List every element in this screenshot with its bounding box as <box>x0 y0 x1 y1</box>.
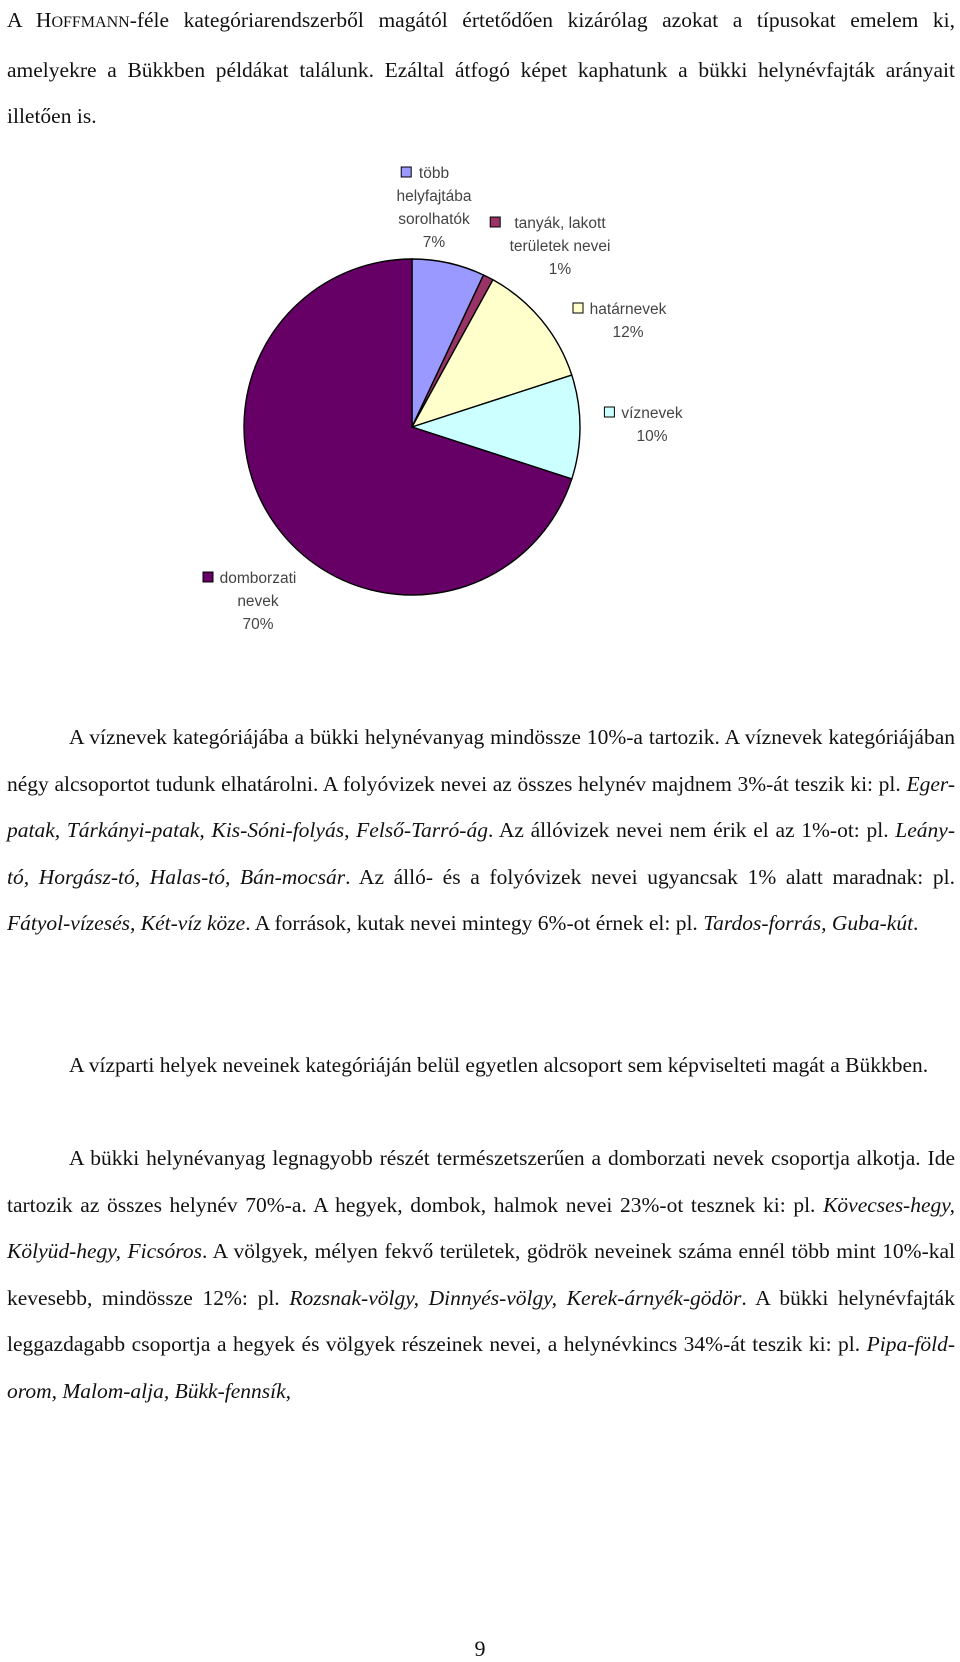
waterside-paragraph: A vízparti helyek neveinek kategóriáján belül egyetlen alcsoport sem képviselteti magát a Bükkben. <box>69 1053 929 1077</box>
example-names: Fátyol-vízesés, Két-víz köze <box>7 911 246 935</box>
slice-category-label: tanyák, lakott <box>514 215 606 232</box>
slice-percent-label: 70% <box>242 616 274 633</box>
legend-key <box>573 303 583 313</box>
water-names-paragraph: A víznevek kategóriájába a bükki helynévanyag mindössze 10%-a tartozik. A víznevek kategóriájában négy alcsoportot tudunk elhatárolni. A folyóvizek nevei az összes helynév majdnem 3%-át teszik ki: pl. Eger-patak, Tárkányi-patak, Kis-Sóni-folyás, Felső-Tarró-ág. Az állóvizek nevei nem érik el az 1%-ot: pl. Leány-tó, Horgász-tó, Halas-tó, Bán-mocsár. Az álló- és a folyóvizek nevei ugyancsak 1% alatt maradnak: pl. Fátyol-vízesés, Két-víz köze. A források, kutak nevei mintegy 6%-ot érnek el: pl. Tardos-forrás, Guba-kút. <box>7 725 955 935</box>
pie-chart <box>0 150 960 680</box>
page-number: 9 <box>474 1636 486 1661</box>
legend-key <box>401 167 411 177</box>
slice-label <box>604 405 682 445</box>
relief-names-paragraph: A bükki helynévanyag legnagyobb részét természetszerűen a domborzati nevek csoportja alkotja. Ide tartozik az összes helynév 70%-a. A hegyek, dombok, halmok nevei 23%-ot tesznek ki: pl. Kövecses-hegy, Kölyüd-hegy, Ficsóros. A völgyek, mélyen fekvő területek, gödrök neveinek száma ennél több mint 10%-kal kevesebb, mindössze 12%: pl. Rozsnak-völgy, Dinnyés-völgy, Kerek-árnyék-gödör. A bükki helynévfajták leggazdagabb csoportja a hegyek és völgyek részeinek nevei, a helynévkincs 34%-át teszik ki: pl. Pipa-föld-orom, Malom-alja, Bükk-fennsík, <box>7 1146 955 1403</box>
author-name-smallcaps: OFFMANN <box>51 14 130 31</box>
slice-label <box>573 301 667 341</box>
slice-category-label: domborzati <box>219 570 297 587</box>
legend-key <box>203 572 213 582</box>
slice-category-label: sorolhatók <box>398 211 470 228</box>
slice-label <box>397 165 472 251</box>
example-names: Tardos-forrás, Guba-kút <box>703 911 914 935</box>
legend-key <box>604 407 614 417</box>
slice-percent-label: 12% <box>612 324 644 341</box>
slice-label <box>203 570 296 633</box>
slice-category-label: több <box>418 165 450 182</box>
slice-label <box>490 215 610 278</box>
example-names: Rozsnak-völgy, Dinnyés-völgy, Kerek-árnyék-gödör <box>289 1285 742 1310</box>
example-names: Eger-patak, Tárkányi-patak, Kis-Sóni-folyás, Felső-Tarró-ág <box>7 771 955 842</box>
example-names: Leány-tó, Horgász-tó, Halas-tó, Bán-mocsár <box>7 818 955 889</box>
example-names: Pipa-föld-orom, Malom-alja, Bükk-fennsík, <box>7 1332 955 1403</box>
example-names: Kövecses-hegy, Kölyüd-hegy, Ficsóros <box>7 1192 955 1263</box>
slice-category-label: területek nevei <box>509 238 611 255</box>
slice-category-label: nevek <box>237 593 279 610</box>
slice-percent-label: 10% <box>636 428 668 445</box>
intro-paragraph: A HOFFMANN-féle kategóriarendszerből magától értetődően kizárólag azokat a típusokat emelem ki, amelyekre a Bükkben példákat találunk. Ezáltal átfogó képet kaphatunk a bükki helynévfajták arányait illetően is. <box>7 8 955 128</box>
slice-percent-label: 7% <box>422 234 446 251</box>
legend-key <box>490 217 500 227</box>
slice-category-label: határnevek <box>589 301 667 318</box>
slice-category-label: víznevek <box>621 405 683 422</box>
slice-category-label: helyfajtába <box>396 188 472 205</box>
slice-percent-label: 1% <box>548 261 572 278</box>
